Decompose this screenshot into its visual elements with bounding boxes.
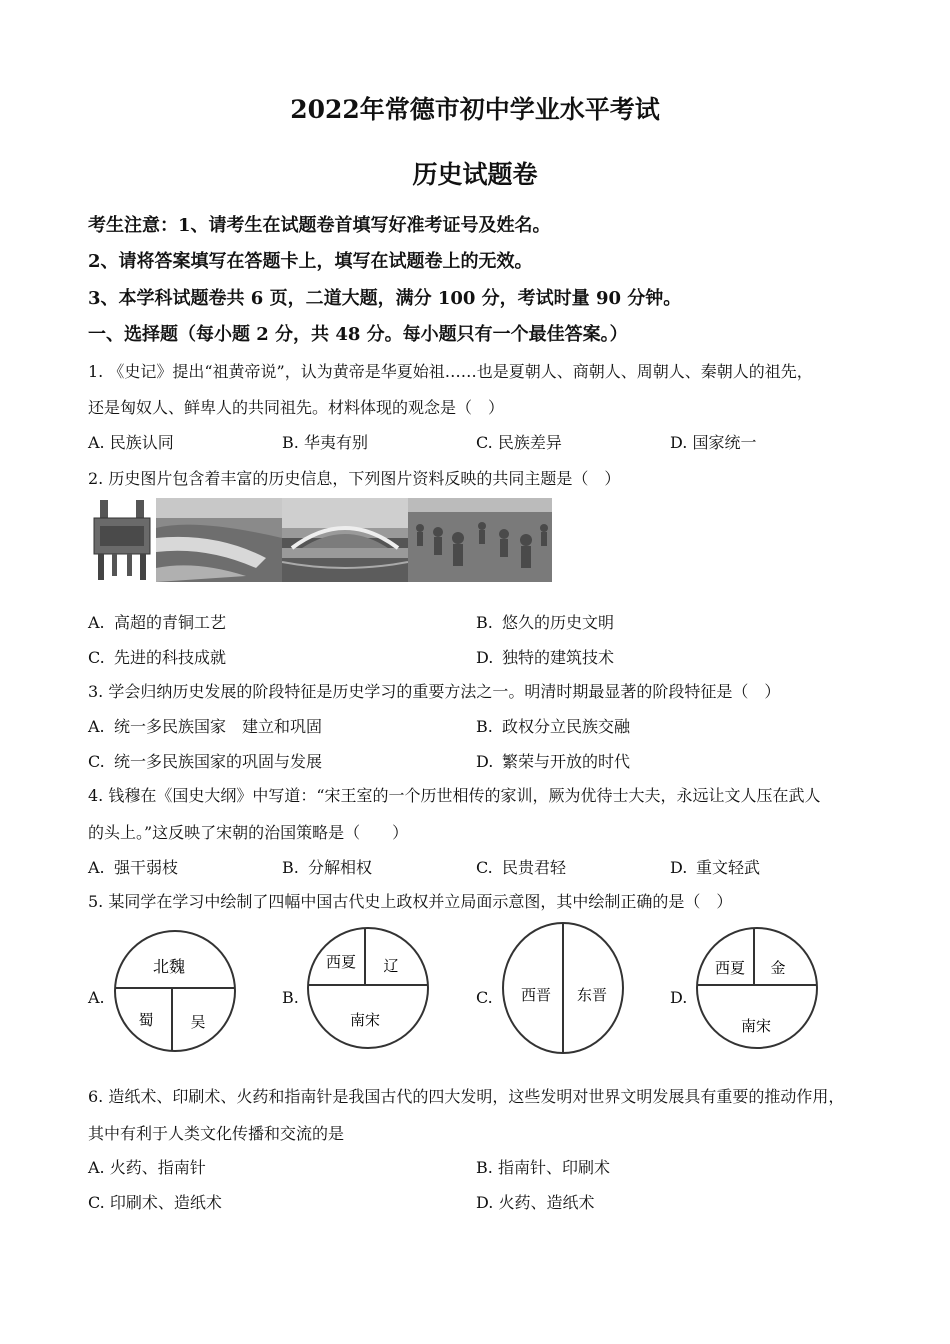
option-text: 火药、造纸术: [498, 1193, 595, 1212]
diagram-label-xixia: 西夏: [325, 953, 357, 971]
diagram-label-beiwei: 北魏: [152, 957, 186, 976]
q2-option-c[interactable]: [88, 645, 226, 668]
option-letter: D.: [476, 752, 494, 771]
option-text: 统一多民族国家 建立和巩固: [114, 717, 323, 736]
exam-subtitle: 历史试题卷: [412, 160, 538, 189]
option-letter: B.: [282, 858, 299, 877]
q4-option-d[interactable]: [670, 855, 760, 878]
section-heading: 一、选择题（每小题 2 分，共 48 分。每小题只有一个最佳答案。）: [88, 324, 628, 345]
q4-option-c[interactable]: [476, 855, 566, 878]
diagram-label-xixia: 西夏: [714, 959, 746, 977]
option-text: 民族差异: [497, 433, 562, 452]
question-6-line-1: 6. 造纸术、印刷术、火药和指南针是我国古代的四大发明，这些发明对世界文明发展具有重要的推动作用，: [88, 1087, 845, 1106]
notice-line-3: 3、本学科试题卷共 6 页，二道大题，满分 100 分，考试时量 90 分钟。: [88, 288, 682, 309]
option-text: 先进的科技成就: [114, 648, 227, 667]
option-text: 高超的青铜工艺: [114, 613, 227, 632]
diagram-label-jin: 金: [770, 959, 786, 977]
option-text: 火药、指南针: [109, 1158, 206, 1177]
option-letter: C.: [88, 752, 105, 771]
option-letter: D.: [476, 1193, 494, 1212]
question-1-line-2: 还是匈奴人、鲜卑人的共同祖先。材料体现的观念是（ ）: [88, 398, 505, 417]
q5-diagram-d[interactable]: [694, 925, 820, 1051]
diagram-circle: [115, 931, 235, 1051]
q2-option-b[interactable]: [476, 610, 614, 633]
option-letter: A.: [88, 858, 105, 877]
question-4-line-1: 4. 钱穆在《国史大纲》中写道：“宋王室的一个历世相传的家训，厥为优待士大夫，永远让文人压在武人: [88, 786, 821, 805]
option-text: 印刷术、造纸术: [109, 1193, 222, 1212]
question-4-line-2: 的头上。”这反映了宋朝的治国策略是（ ）: [88, 823, 409, 842]
option-text: 指南针、印刷术: [497, 1158, 610, 1177]
option-text: 分解相权: [308, 858, 373, 877]
q5-option-c-letter[interactable]: C.: [476, 988, 493, 1007]
option-letter: D.: [476, 648, 494, 667]
option-letter: B.: [476, 1158, 493, 1177]
q1-option-d[interactable]: [670, 430, 756, 453]
q2-option-a[interactable]: [88, 610, 226, 633]
option-letter: B.: [476, 717, 493, 736]
bronze-ding-image: [88, 498, 156, 582]
q1-option-b[interactable]: [282, 430, 368, 453]
q6-option-c[interactable]: [88, 1190, 222, 1213]
option-text: 繁荣与开放的时代: [502, 752, 631, 771]
option-text: 华夷有别: [303, 433, 368, 452]
q6-option-a[interactable]: [88, 1155, 206, 1178]
diagram-label-wu: 吴: [190, 1013, 206, 1031]
q4-option-b[interactable]: [282, 855, 372, 878]
question-3-line-1: 3. 学会归纳历史发展的阶段特征是历史学习的重要方法之一。明清时期最显著的阶段特征是（ ）: [88, 682, 781, 701]
option-letter: C.: [476, 858, 493, 877]
diagram-label-liao: 辽: [383, 957, 399, 975]
question-6-line-2: 其中有利于人类文化传播和交流的是: [88, 1124, 345, 1143]
question-2-line-1: 2. 历史图片包含着丰富的历史信息，下列图片资料反映的共同主题是（ ）: [88, 469, 621, 488]
q3-option-c[interactable]: [88, 749, 322, 772]
dujiangyan-image: [156, 498, 282, 582]
q5-option-b-letter[interactable]: B.: [282, 988, 299, 1007]
q1-option-a[interactable]: [88, 430, 174, 453]
zhaozhou-bridge-image: [282, 498, 408, 582]
q6-option-d[interactable]: [476, 1190, 594, 1213]
option-letter: A.: [88, 1158, 105, 1177]
option-letter: A.: [88, 433, 105, 452]
diagram-label-nansong: 南宋: [349, 1011, 381, 1029]
q6-option-b[interactable]: [476, 1155, 610, 1178]
q3-option-d[interactable]: [476, 749, 630, 772]
q5-diagram-b[interactable]: [305, 925, 431, 1051]
option-text: 强干弱枝: [114, 858, 179, 877]
option-text: 政权分立民族交融: [502, 717, 631, 736]
option-letter: C.: [476, 433, 493, 452]
option-letter: C.: [88, 648, 105, 667]
q5-diagram-a[interactable]: [112, 928, 238, 1054]
q5-option-d-letter[interactable]: D.: [670, 988, 688, 1007]
q1-option-c[interactable]: [476, 430, 562, 453]
q5-diagram-c[interactable]: [500, 920, 626, 1056]
notice-line-2: 2、请将答案填写在答题卡上，填写在试题卷上的无效。: [88, 251, 533, 272]
terracotta-army-image: [408, 498, 552, 582]
exam-title: 2022年常德市初中学业水平考试: [290, 95, 660, 124]
option-text: 悠久的历史文明: [502, 613, 615, 632]
diagram-label-dongjin: 东晋: [576, 986, 608, 1004]
q5-option-a-letter[interactable]: A.: [88, 988, 105, 1007]
option-text: 国家统一: [692, 433, 757, 452]
option-letter: A.: [88, 613, 105, 632]
option-text: 民族认同: [109, 433, 174, 452]
option-letter: A.: [88, 717, 105, 736]
option-text: 民贵君轻: [502, 858, 567, 877]
diagram-circle: [308, 928, 428, 1048]
notice-line-1: 考生注意：1、请考生在试题卷首填写好准考证号及姓名。: [88, 215, 551, 236]
q3-option-b[interactable]: [476, 714, 630, 737]
q4-option-a[interactable]: [88, 855, 178, 878]
option-letter: B.: [282, 433, 299, 452]
diagram-label-xijin: 西晋: [520, 986, 552, 1004]
option-letter: B.: [476, 613, 493, 632]
option-text: 独特的建筑技术: [502, 648, 615, 667]
question-1-line-1: 1. 《史记》提出“祖黄帝说”，认为黄帝是华夏始祖……也是夏朝人、商朝人、周朝人、秦朝人的祖先，: [88, 362, 813, 381]
option-text: 重文轻武: [696, 858, 761, 877]
q3-option-a[interactable]: [88, 714, 322, 737]
diagram-label-nansong: 南宋: [740, 1017, 772, 1035]
diagram-label-shu: 蜀: [138, 1011, 154, 1029]
option-letter: D.: [670, 858, 688, 877]
option-text: 统一多民族国家的巩固与发展: [114, 752, 323, 771]
q2-option-d[interactable]: [476, 645, 614, 668]
option-letter: C.: [88, 1193, 105, 1212]
question-5-line-1: 5. 某同学在学习中绘制了四幅中国古代史上政权并立局面示意图，其中绘制正确的是（ ）: [88, 892, 733, 911]
option-letter: D.: [670, 433, 688, 452]
